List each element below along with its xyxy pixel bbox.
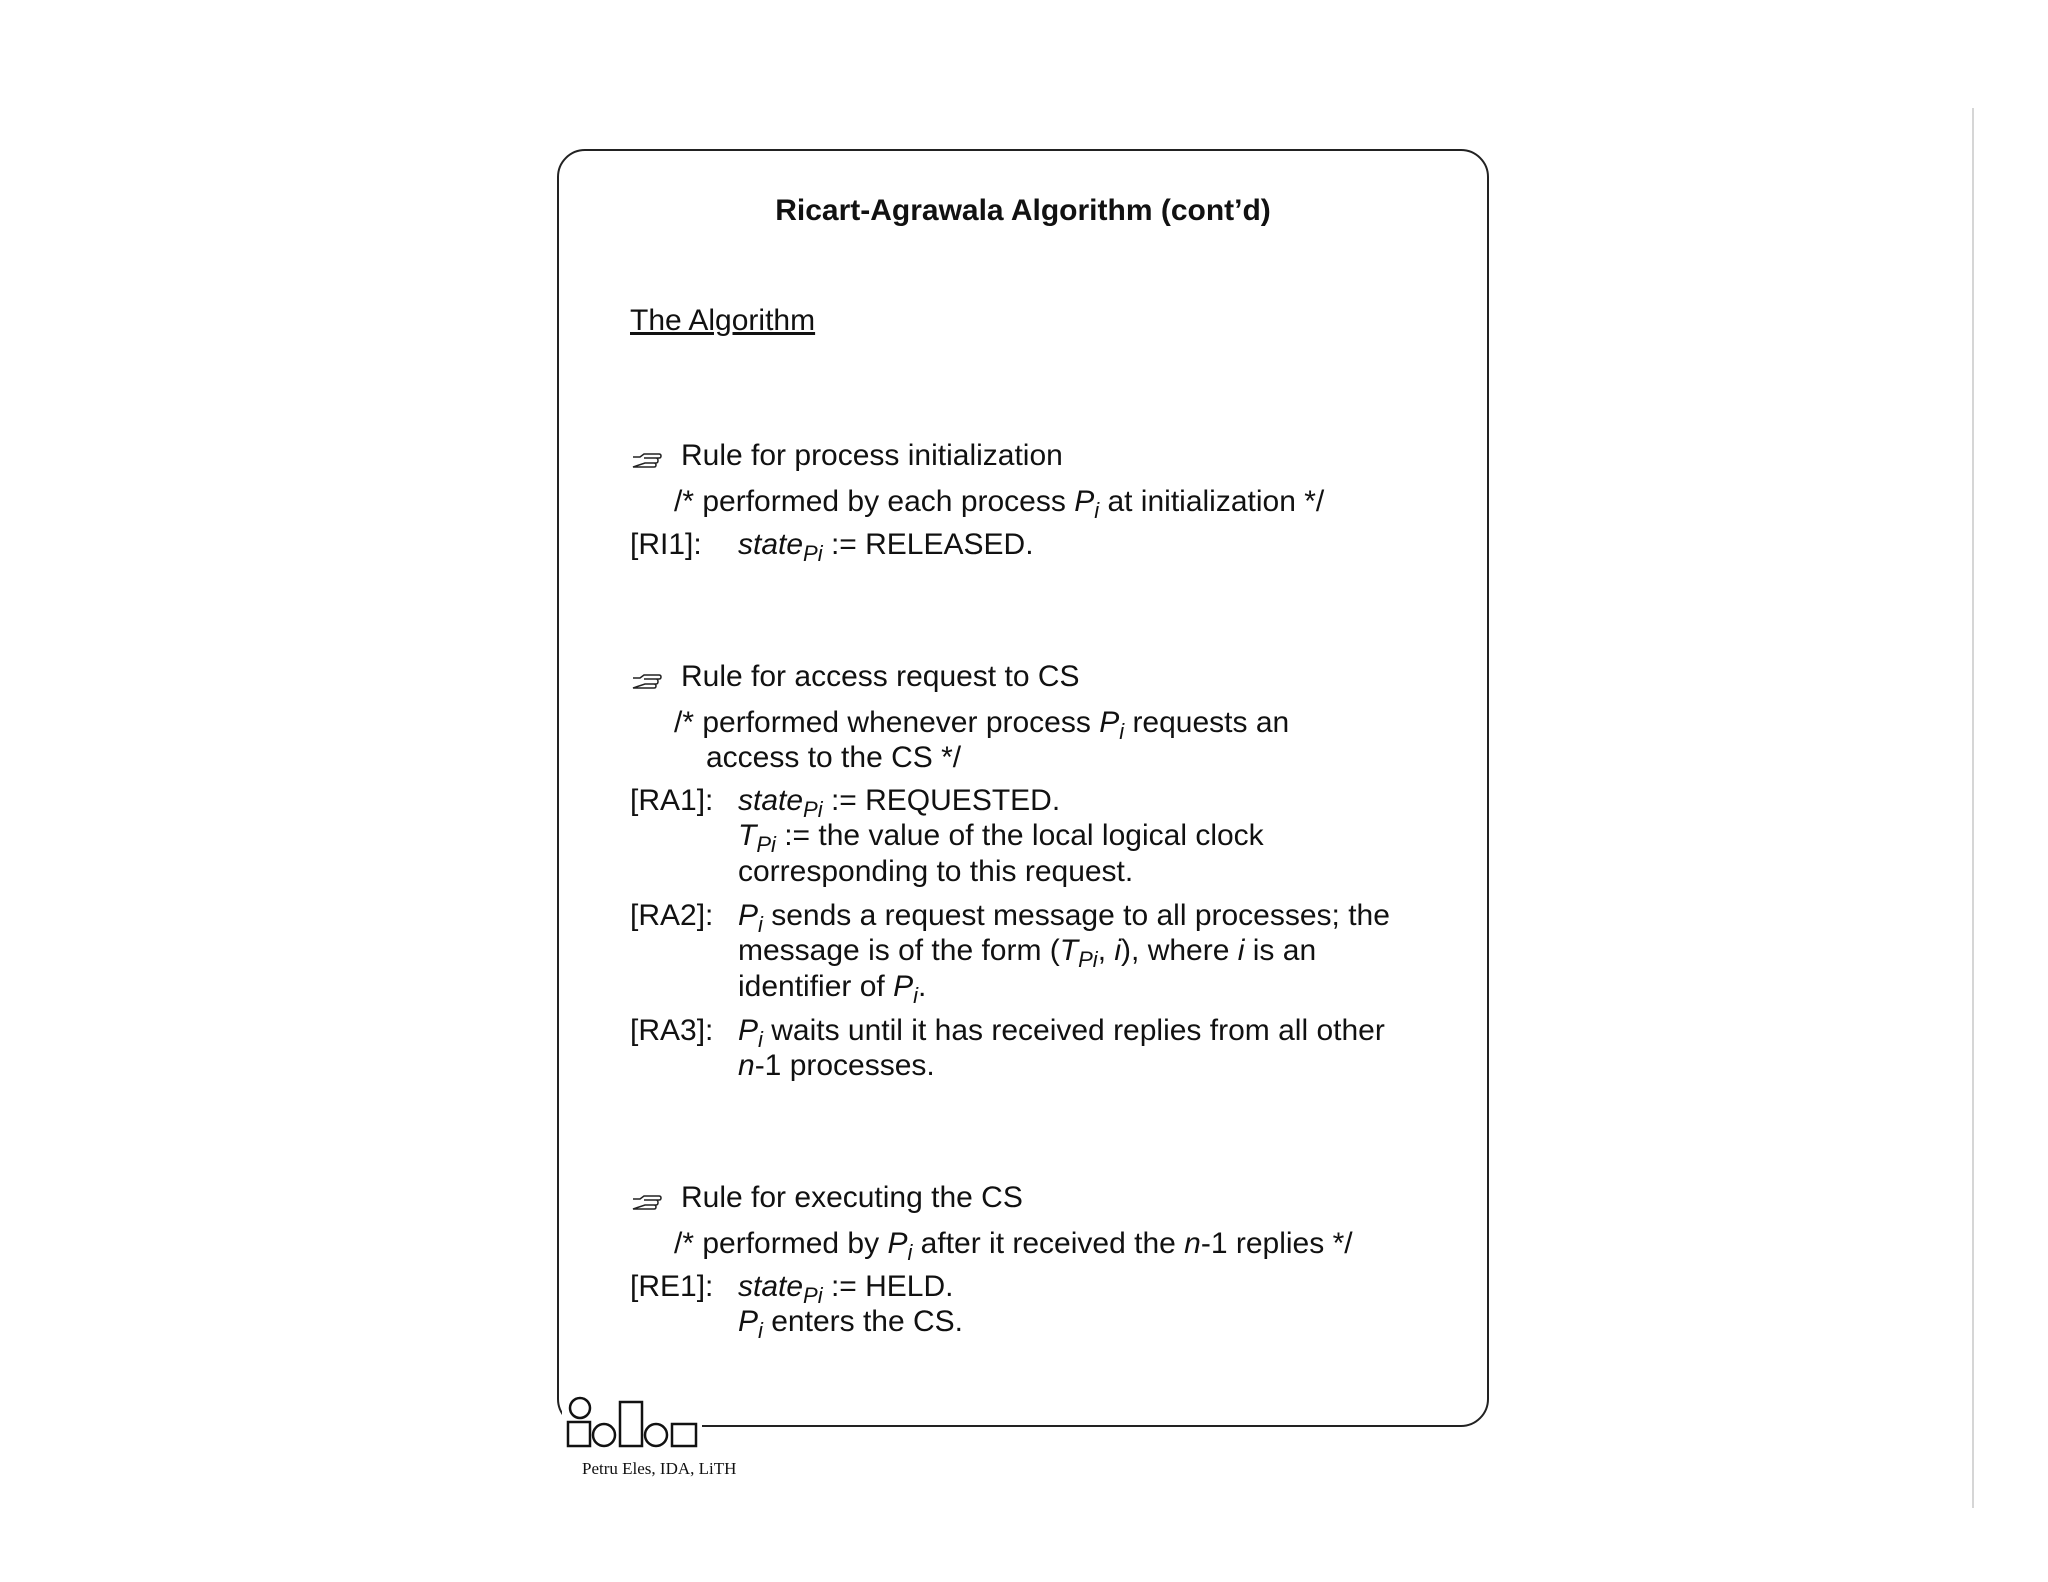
- step-text: n-1 processes.: [738, 1049, 935, 1082]
- rule-heading: Rule for executing the CS: [681, 1181, 1023, 1214]
- step-text: $P_i$ enters the CS.: [738, 1305, 964, 1343]
- step-text: state$_{Pi}$ := RELEASED.: [738, 528, 1034, 566]
- step-text: state$_{Pi}$ := REQUESTED.: [738, 784, 1061, 822]
- rule-comment-cont: access to the CS */: [706, 741, 962, 774]
- step-label: [RA3]:: [630, 1014, 714, 1047]
- step-text: message is of the form ($T_{Pi}$, i), where i is an: [738, 934, 1317, 972]
- rule-heading: Rule for access request to CS: [681, 660, 1080, 693]
- ida-logo-icon: [562, 1396, 702, 1450]
- step-text: $P_i$ waits until it has received replies from all other: [738, 1014, 1385, 1052]
- step-text: state$_{Pi}$ := HELD.: [738, 1270, 954, 1308]
- step-label: [RA2]:: [630, 899, 714, 932]
- step-label: [RI1]:: [630, 528, 702, 561]
- slide-title: Ricart-Agrawala Algorithm (cont’d): [775, 194, 1271, 227]
- rule-comment: /* performed by each process $P_i$ at initialization */: [674, 485, 1325, 523]
- page-edge-divider: [1972, 108, 1974, 1508]
- rule-comment: /* performed whenever process $P_i$ requests an: [674, 706, 1290, 744]
- footer-credit: Petru Eles, IDA, LiTH: [582, 1459, 737, 1478]
- pointing-hand-icon: [632, 452, 662, 470]
- section-heading: The Algorithm: [630, 304, 816, 337]
- step-label: [RE1]:: [630, 1270, 714, 1303]
- rule-heading: Rule for process initialization: [681, 439, 1063, 472]
- step-text: corresponding to this request.: [738, 855, 1134, 888]
- pointing-hand-icon: [632, 673, 662, 691]
- step-text: $P_i$ sends a request message to all processes; the: [738, 899, 1390, 937]
- pointing-hand-icon: [632, 1194, 662, 1212]
- rule-comment: /* performed by $P_i$ after it received the n-1 replies */: [674, 1227, 1353, 1265]
- step-label: [RA1]:: [630, 784, 714, 817]
- step-text: identifier of $P_i$.: [738, 970, 927, 1008]
- step-text: $T_{Pi}$ := the value of the local logical clock: [738, 819, 1264, 857]
